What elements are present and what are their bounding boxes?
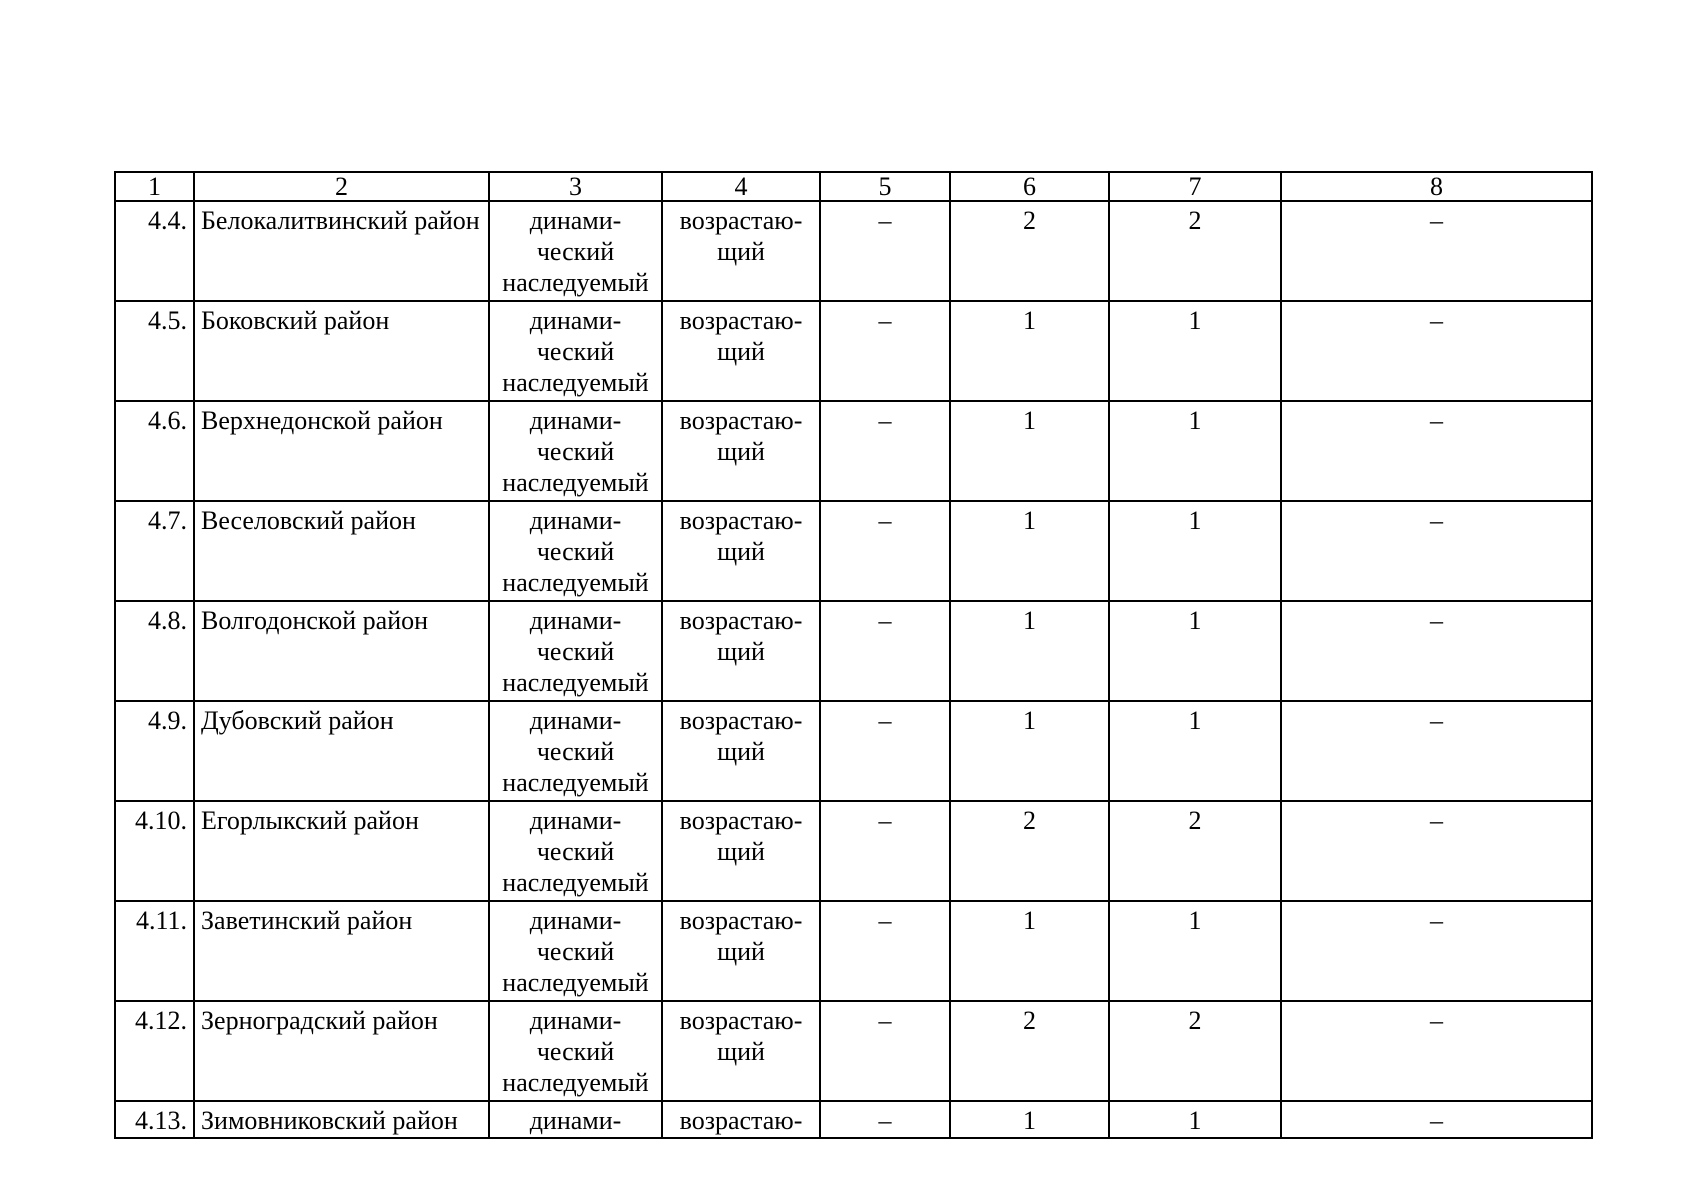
column-8-value: – [1281, 201, 1592, 301]
district-name: Заветинский район [194, 901, 489, 1001]
column-5-value: – [820, 301, 950, 401]
row-number: 4.8. [115, 601, 194, 701]
district-name: Белокалитвинский район [194, 201, 489, 301]
column-6-value: 2 [950, 1001, 1109, 1101]
column-5-value: – [820, 401, 950, 501]
row-number: 4.9. [115, 701, 194, 801]
district-table [114, 171, 1593, 1139]
trend-value: возрастаю-щий [662, 301, 820, 401]
trend-value: возрастаю- [662, 1101, 820, 1138]
indicator-type: динами- [489, 1101, 662, 1138]
column-6-value: 1 [950, 701, 1109, 801]
row-number: 4.13. [115, 1101, 194, 1138]
column-8-value: – [1281, 301, 1592, 401]
header-row [115, 172, 1592, 201]
table-row [115, 601, 1592, 701]
indicator-type: динами-ческий наследуемый [489, 201, 662, 301]
row-number: 4.10. [115, 801, 194, 901]
column-6-value: 2 [950, 801, 1109, 901]
column-8-value: – [1281, 1001, 1592, 1101]
column-6-value: 2 [950, 201, 1109, 301]
district-name: Зерноградский район [194, 1001, 489, 1101]
column-8-value: – [1281, 901, 1592, 1001]
indicator-type: динами-ческий наследуемый [489, 901, 662, 1001]
column-8-value: – [1281, 401, 1592, 501]
trend-value: возрастаю-щий [662, 401, 820, 501]
column-5-value: – [820, 1101, 950, 1138]
column-7-value: 1 [1109, 401, 1281, 501]
column-5-value: – [820, 1001, 950, 1101]
trend-value: возрастаю-щий [662, 801, 820, 901]
indicator-type: динами-ческий наследуемый [489, 701, 662, 801]
trend-value: возрастаю-щий [662, 701, 820, 801]
column-header: 2 [194, 172, 489, 201]
trend-value: возрастаю-щий [662, 1001, 820, 1101]
column-header: 1 [115, 172, 194, 201]
district-name: Верхнедонской район [194, 401, 489, 501]
column-header: 4 [662, 172, 820, 201]
table-row [115, 1101, 1592, 1138]
column-6-value: 1 [950, 1101, 1109, 1138]
trend-value: возрастаю-щий [662, 601, 820, 701]
row-number: 4.7. [115, 501, 194, 601]
row-number: 4.6. [115, 401, 194, 501]
column-8-value: – [1281, 701, 1592, 801]
column-7-value: 2 [1109, 1001, 1281, 1101]
district-name: Веселовский район [194, 501, 489, 601]
column-7-value: 1 [1109, 901, 1281, 1001]
district-name: Боковский район [194, 301, 489, 401]
column-5-value: – [820, 201, 950, 301]
column-8-value: – [1281, 1101, 1592, 1138]
table-row [115, 201, 1592, 301]
column-5-value: – [820, 901, 950, 1001]
column-header: 3 [489, 172, 662, 201]
indicator-type: динами-ческий наследуемый [489, 301, 662, 401]
column-6-value: 1 [950, 401, 1109, 501]
trend-value: возрастаю-щий [662, 901, 820, 1001]
column-8-value: – [1281, 501, 1592, 601]
indicator-type: динами-ческий наследуемый [489, 1001, 662, 1101]
district-name: Дубовский район [194, 701, 489, 801]
column-7-value: 1 [1109, 701, 1281, 801]
column-7-value: 1 [1109, 501, 1281, 601]
column-6-value: 1 [950, 901, 1109, 1001]
row-number: 4.4. [115, 201, 194, 301]
column-5-value: – [820, 501, 950, 601]
district-name: Егорлыкский район [194, 801, 489, 901]
column-7-value: 1 [1109, 1101, 1281, 1138]
table-row [115, 701, 1592, 801]
column-8-value: – [1281, 601, 1592, 701]
trend-value: возрастаю-щий [662, 201, 820, 301]
table-row [115, 801, 1592, 901]
column-6-value: 1 [950, 301, 1109, 401]
indicator-type: динами-ческий наследуемый [489, 401, 662, 501]
district-name: Волгодонской район [194, 601, 489, 701]
table-row [115, 501, 1592, 601]
column-header: 8 [1281, 172, 1592, 201]
column-5-value: – [820, 701, 950, 801]
table-row [115, 401, 1592, 501]
column-7-value: 1 [1109, 301, 1281, 401]
column-header: 7 [1109, 172, 1281, 201]
column-5-value: – [820, 801, 950, 901]
indicator-type: динами-ческий наследуемый [489, 801, 662, 901]
column-5-value: – [820, 601, 950, 701]
column-6-value: 1 [950, 501, 1109, 601]
indicator-type: динами-ческий наследуемый [489, 501, 662, 601]
column-header: 6 [950, 172, 1109, 201]
table-row [115, 1001, 1592, 1101]
trend-value: возрастаю-щий [662, 501, 820, 601]
column-7-value: 1 [1109, 601, 1281, 701]
column-7-value: 2 [1109, 201, 1281, 301]
row-number: 4.12. [115, 1001, 194, 1101]
column-8-value: – [1281, 801, 1592, 901]
table-row [115, 901, 1592, 1001]
row-number: 4.5. [115, 301, 194, 401]
column-7-value: 2 [1109, 801, 1281, 901]
row-number: 4.11. [115, 901, 194, 1001]
district-name: Зимовниковский район [194, 1101, 489, 1138]
column-6-value: 1 [950, 601, 1109, 701]
column-header: 5 [820, 172, 950, 201]
indicator-type: динами-ческий наследуемый [489, 601, 662, 701]
table-row [115, 301, 1592, 401]
